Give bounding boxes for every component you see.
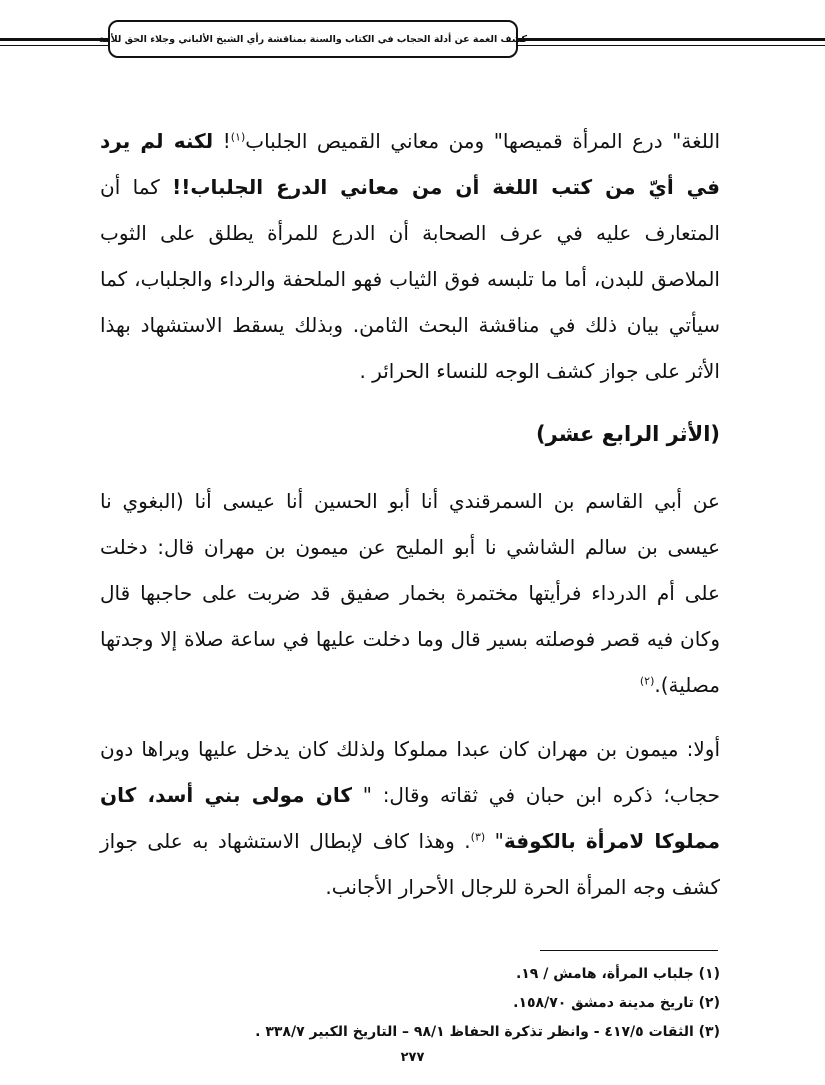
paragraph-1	[100, 118, 720, 394]
header-rule-left	[0, 38, 110, 41]
p2-text: عن أبي القاسم بن السمرقندي أنا أبو الحسين أنا عيسى أنا (البغوي نا عيسى بن سالم الشاشي نا أبو المليح عن ميمون بن مهران قال: دخلت على أم الدرداء فرأيتها مختمرة بخمار صفيق قد ضربت على حاجبها قال وكان فيه قصر فوصلته بسير قال وما دخلت عليها في ساعة صلاة إلا وجدتها مصلية).	[100, 489, 720, 697]
p1-bold: لكنه لم يرد في أيّ من كتب اللغة أن من معاني الدرع الجلباب!!	[100, 129, 720, 199]
running-header	[98, 20, 528, 58]
footnote-1: (١) جلباب المرأة، هامش / ١٩.	[515, 966, 720, 982]
paragraph-2	[100, 478, 720, 708]
p3-text-3: . وهذا كاف لإبطال الاستشهاد به على جواز كشف وجه المرأة الحرة للرجال الأحرار الأجانب.	[100, 829, 720, 899]
p3-text-2: "	[485, 829, 504, 853]
footnote-separator	[540, 950, 718, 951]
p1-text-2: !	[213, 129, 231, 153]
footnotes	[100, 960, 720, 1047]
p1-text-3: كما أن المتعارف عليه في عرف الصحابة أن الدرع للمرأة يطلق على الثوب الملاصق للبدن، أما ما تلبسه فوق الثياب فهو الملحفة والرداء والجلباب، كما سيأتي بيان ذلك في مناقشة البحث الثامن. وبذلك يسقط الاستشهاد بهذا الأثر على جواز كشف الوجه للنساء الحرائر .	[100, 175, 720, 383]
footnote-2: (٢) تاريخ مدينة دمشق ١٥٨/٧٠.	[513, 995, 720, 1011]
p3-bold: كان مولى بني أسد، كان مملوكا لامرأة بالكوفة	[100, 783, 720, 853]
page-body	[100, 118, 720, 910]
p3-text-1: أولا: ميمون بن مهران كان عبدا مملوكا ولذلك كان يدخل عليها ويراها دون حجاب؛ ذكره ابن حبان في ثقاته وقال: "	[100, 737, 720, 807]
footnote-ref-1[interactable]: (١)	[230, 130, 246, 144]
footnote-ref-2[interactable]: (٢)	[639, 674, 655, 688]
footnote-ref-3[interactable]: (٣)	[470, 830, 486, 844]
header-rule-left-thin	[0, 45, 110, 46]
p1-text-1: اللغة" درع المرأة قميصها" ومن معاني القميص الجلباب	[245, 129, 721, 153]
page-number: ٢٧٧	[400, 1050, 425, 1065]
section-heading: (الأثر الرابع عشر)	[536, 422, 720, 446]
footnote-3: (٣) الثقات ٤١٧/٥ - وانظر تذكرة الحفاظ ٩٨/١ – التاريخ الكبير ٣٣٨/٧ .	[255, 1024, 720, 1040]
running-header-title: كشف الغمة عن أدلة الحجاب في الكتاب والسنة بمناقشة رأي الشيخ الألباني وجلاء الحق للأمة	[98, 33, 528, 45]
header-rule-right-thin	[518, 45, 825, 46]
paragraph-3	[100, 726, 720, 910]
paragraph-gap	[100, 708, 720, 726]
header-rule-right	[518, 38, 825, 41]
